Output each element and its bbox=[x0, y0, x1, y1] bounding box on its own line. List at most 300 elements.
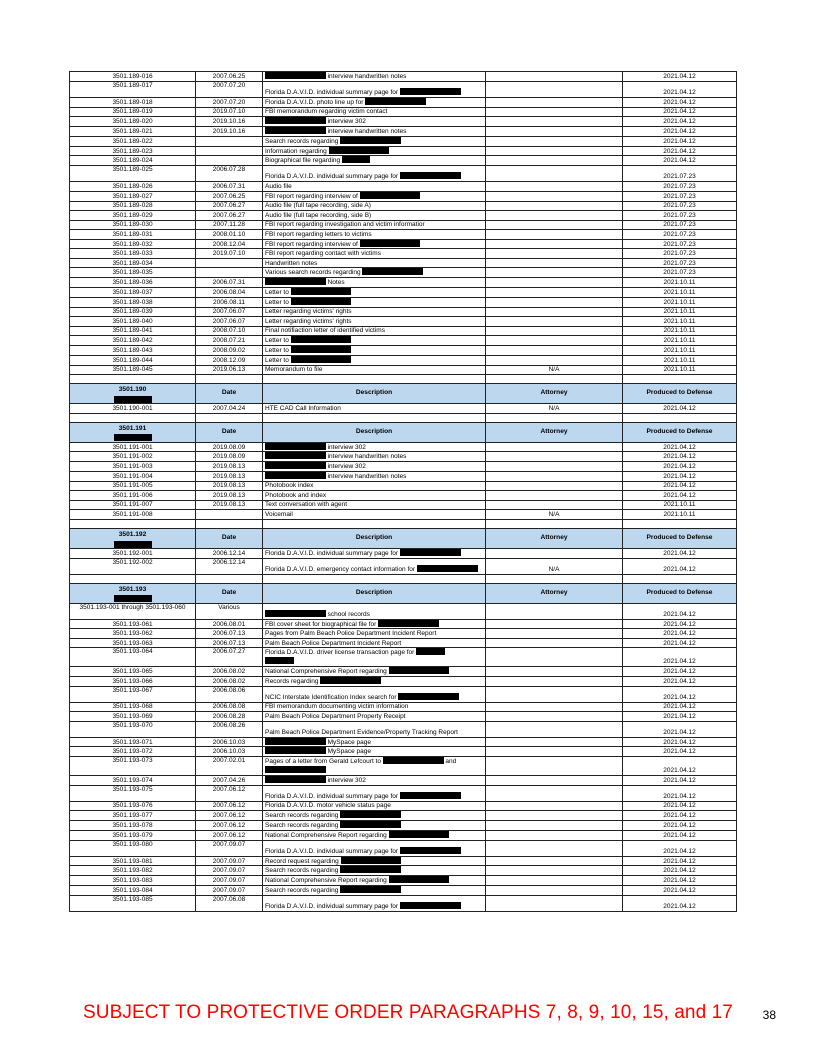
document-id-cell: 3501.191-004 bbox=[70, 471, 196, 481]
description-text: Various search records regarding bbox=[265, 269, 363, 277]
description-cell bbox=[263, 721, 486, 737]
date-cell: 2006.10.03 bbox=[196, 737, 263, 747]
produced-date-cell: 2021.04.12 bbox=[623, 648, 737, 667]
description-line bbox=[265, 667, 483, 676]
description-line bbox=[265, 747, 483, 756]
description-column-header: Description bbox=[263, 528, 486, 548]
table-row bbox=[70, 712, 737, 722]
redaction-bar bbox=[265, 738, 326, 745]
document-id-cell: 3501.193-080 bbox=[70, 840, 196, 856]
description-line bbox=[265, 657, 483, 666]
description-cell bbox=[263, 336, 486, 346]
produced-date-cell: 2021.10.11 bbox=[623, 500, 737, 510]
table-row bbox=[70, 191, 737, 201]
table-row bbox=[70, 355, 737, 365]
produced-date-cell: 2021.04.12 bbox=[623, 895, 737, 911]
table-row bbox=[70, 737, 737, 747]
attorney-cell bbox=[486, 856, 623, 866]
table-row bbox=[70, 278, 737, 288]
attorney-cell bbox=[486, 638, 623, 648]
description-cell bbox=[263, 230, 486, 240]
redaction-bar bbox=[291, 336, 352, 343]
section-id: 3501.193 bbox=[118, 585, 147, 593]
description-cell bbox=[263, 317, 486, 327]
attorney-cell: N/A bbox=[486, 510, 623, 520]
date-cell: 2006.08.06 bbox=[196, 686, 263, 702]
redaction-bar bbox=[265, 657, 294, 664]
table-row bbox=[70, 462, 737, 472]
attorney-cell bbox=[486, 895, 623, 911]
spacer-cell bbox=[196, 375, 263, 384]
document-id-cell: 3501.193-061 bbox=[70, 619, 196, 629]
table-row bbox=[70, 404, 737, 414]
table-row bbox=[70, 686, 737, 702]
section-id-cell bbox=[70, 583, 196, 603]
attorney-cell bbox=[486, 785, 623, 801]
redaction-bar bbox=[389, 831, 450, 838]
attorney-cell bbox=[486, 230, 623, 240]
redaction-bar bbox=[378, 620, 439, 627]
description-text: Palm Beach Police Department Incident Report bbox=[265, 639, 402, 647]
attorney-cell bbox=[486, 648, 623, 667]
document-id-cell: 3501.189-034 bbox=[70, 258, 196, 268]
produced-column-header: Produced to Defense bbox=[623, 528, 737, 548]
description-cell bbox=[263, 107, 486, 117]
description-line bbox=[265, 483, 483, 490]
description-text: National Comprehensive Report regarding bbox=[265, 831, 389, 839]
attorney-cell bbox=[486, 107, 623, 117]
attorney-cell bbox=[486, 220, 623, 230]
description-cell bbox=[263, 638, 486, 648]
attorney-column-header: Attorney bbox=[486, 528, 623, 548]
description-cell bbox=[263, 326, 486, 336]
description-line bbox=[265, 902, 483, 911]
date-cell: 2007.06.12 bbox=[196, 830, 263, 840]
description-line bbox=[265, 232, 483, 239]
document-id-cell: 3501.189-020 bbox=[70, 117, 196, 127]
description-text: Palm Beach Police Department Property Receipt bbox=[265, 712, 406, 720]
redaction-bar bbox=[114, 595, 152, 602]
description-text: Letter to bbox=[265, 298, 291, 306]
redaction-bar bbox=[383, 757, 444, 764]
description-cell bbox=[263, 404, 486, 414]
description-text: Audio file (full tape recording, side A) bbox=[265, 202, 371, 210]
description-text: Letter regarding victims' rights bbox=[265, 317, 352, 325]
produced-date-cell: 2021.07.23 bbox=[623, 230, 737, 240]
document-id-cell: 3501.193-067 bbox=[70, 686, 196, 702]
description-text: NCIC Interstate Identification Index search for bbox=[265, 693, 399, 701]
date-cell: 2008.12.04 bbox=[196, 239, 263, 249]
produced-date-cell: 2021.04.12 bbox=[623, 146, 737, 156]
produced-date-cell: 2021.04.12 bbox=[623, 619, 737, 629]
produced-date-cell: 2021.07.23 bbox=[623, 182, 737, 192]
description-cell bbox=[263, 866, 486, 876]
table-row bbox=[70, 886, 737, 896]
produced-date-cell: 2021.04.12 bbox=[623, 97, 737, 107]
date-cell: 2019.07.10 bbox=[196, 249, 263, 259]
description-line bbox=[265, 346, 483, 355]
attorney-cell bbox=[486, 801, 623, 811]
description-line bbox=[265, 147, 483, 156]
description-text: FBI memorandum documenting victim information bbox=[265, 703, 409, 711]
description-cell bbox=[263, 876, 486, 886]
table-row bbox=[70, 146, 737, 156]
date-cell: 2008.07.21 bbox=[196, 336, 263, 346]
description-line bbox=[265, 462, 483, 471]
description-text: Florida D.A.V.I.D. individual summary page for bbox=[265, 173, 400, 181]
description-cell bbox=[263, 452, 486, 462]
date-column-header: Date bbox=[196, 384, 263, 404]
table-row bbox=[70, 365, 737, 375]
description-text: National Comprehensive Report regarding bbox=[265, 877, 389, 885]
description-cell bbox=[263, 500, 486, 510]
redaction-bar bbox=[417, 565, 478, 572]
description-cell bbox=[263, 166, 486, 182]
description-cell bbox=[263, 481, 486, 491]
description-line bbox=[265, 109, 483, 116]
exhibit-index-body bbox=[70, 72, 737, 912]
redaction-bar bbox=[265, 462, 326, 469]
table-row bbox=[70, 648, 737, 667]
attorney-cell bbox=[486, 201, 623, 211]
date-cell: 2007.09.07 bbox=[196, 876, 263, 886]
description-cell bbox=[263, 201, 486, 211]
document-id-cell: 3501.189-028 bbox=[70, 201, 196, 211]
produced-date-cell: 2021.04.12 bbox=[623, 801, 737, 811]
description-line bbox=[265, 792, 483, 801]
spacer-cell bbox=[70, 574, 196, 583]
document-id-cell: 3501.193-079 bbox=[70, 830, 196, 840]
description-cell bbox=[263, 287, 486, 297]
attorney-cell bbox=[486, 619, 623, 629]
description-line bbox=[265, 203, 483, 210]
attorney-column-header: Attorney bbox=[486, 422, 623, 442]
description-line bbox=[265, 443, 483, 452]
produced-date-cell: 2021.04.12 bbox=[623, 686, 737, 702]
date-column-header: Date bbox=[196, 422, 263, 442]
description-line bbox=[265, 268, 483, 277]
document-id-cell: 3501.189-042 bbox=[70, 336, 196, 346]
redaction-bar bbox=[400, 172, 461, 179]
description-text: Text conversation with agent bbox=[265, 501, 348, 509]
document-id-cell: 3501.189-045 bbox=[70, 365, 196, 375]
table-row bbox=[70, 166, 737, 182]
section-id-cell bbox=[70, 422, 196, 442]
description-line bbox=[265, 298, 483, 307]
document-id-cell: 3501.191-006 bbox=[70, 491, 196, 501]
description-text: interview 302 bbox=[325, 443, 366, 451]
section-spacer-row bbox=[70, 574, 737, 583]
date-cell: 2007.06.08 bbox=[196, 895, 263, 911]
attorney-cell bbox=[486, 686, 623, 702]
produced-date-cell: 2021.10.11 bbox=[623, 278, 737, 288]
produced-date-cell: 2021.10.11 bbox=[623, 307, 737, 317]
description-line bbox=[265, 406, 483, 413]
table-row bbox=[70, 258, 737, 268]
document-id-cell: 3501.191-007 bbox=[70, 500, 196, 510]
date-cell: 2006.10.03 bbox=[196, 747, 263, 757]
spacer-cell bbox=[70, 519, 196, 528]
description-line bbox=[265, 88, 483, 97]
description-text: Florida D.A.V.I.D. individual summary page for bbox=[265, 89, 400, 96]
description-text: Letter to bbox=[265, 337, 291, 345]
redaction-bar bbox=[340, 811, 401, 818]
produced-date-cell: 2021.10.11 bbox=[623, 317, 737, 327]
description-line bbox=[265, 704, 483, 711]
spacer-cell bbox=[623, 574, 737, 583]
attorney-cell bbox=[486, 126, 623, 136]
redaction-bar bbox=[329, 147, 390, 154]
description-text: FBI report regarding contact with victims bbox=[265, 250, 381, 257]
produced-date-cell: 2021.04.12 bbox=[623, 442, 737, 452]
date-cell bbox=[196, 136, 263, 146]
description-text: interview 302 bbox=[325, 463, 366, 471]
produced-date-cell: 2021.10.11 bbox=[623, 345, 737, 355]
document-id-cell: 3501.189-033 bbox=[70, 249, 196, 259]
description-line bbox=[265, 117, 483, 126]
description-text: interview handwritten notes bbox=[325, 73, 407, 80]
produced-date-cell: 2021.04.12 bbox=[623, 462, 737, 472]
date-cell bbox=[196, 156, 263, 166]
description-cell bbox=[263, 491, 486, 501]
produced-date-cell: 2021.04.12 bbox=[623, 548, 737, 558]
description-text: Florida D.A.V.I.D. driver license transaction page for bbox=[265, 649, 417, 657]
description-text: Letter to bbox=[265, 356, 291, 364]
description-line bbox=[265, 886, 483, 895]
description-text: Audio file bbox=[265, 182, 292, 190]
attorney-cell bbox=[486, 442, 623, 452]
redaction-bar bbox=[341, 857, 402, 864]
description-text: interview handwritten notes bbox=[325, 472, 407, 480]
redaction-bar bbox=[291, 298, 352, 305]
table-row bbox=[70, 510, 737, 520]
description-text: Pages of a letter from Gerald Lefcourt to bbox=[265, 758, 383, 766]
produced-date-cell: 2021.04.12 bbox=[623, 785, 737, 801]
description-text: Memorandum to file bbox=[265, 366, 323, 374]
attorney-cell bbox=[486, 136, 623, 146]
produced-date-cell: 2021.10.11 bbox=[623, 326, 737, 336]
description-text: Letter to bbox=[265, 288, 291, 296]
date-cell: 2007.06.27 bbox=[196, 211, 263, 221]
date-column-header: Date bbox=[196, 583, 263, 603]
section-header-row bbox=[70, 384, 737, 404]
date-cell bbox=[196, 258, 263, 268]
date-column-header: Date bbox=[196, 528, 263, 548]
document-id-cell: 3501.190-001 bbox=[70, 404, 196, 414]
produced-date-cell: 2021.07.23 bbox=[623, 249, 737, 259]
attorney-cell bbox=[486, 156, 623, 166]
section-id: 3501.192 bbox=[118, 530, 147, 538]
redaction-bar bbox=[265, 776, 326, 783]
description-line bbox=[265, 251, 483, 258]
spacer-cell bbox=[486, 574, 623, 583]
description-cell bbox=[263, 136, 486, 146]
date-cell: Various bbox=[196, 603, 263, 619]
produced-date-cell: 2021.04.12 bbox=[623, 821, 737, 831]
date-cell: 2006.08.04 bbox=[196, 287, 263, 297]
description-text: interview handwritten notes bbox=[325, 127, 407, 135]
description-line bbox=[265, 502, 483, 509]
description-cell bbox=[263, 747, 486, 757]
description-line bbox=[265, 336, 483, 345]
description-cell bbox=[263, 81, 486, 97]
date-cell: 2019.10.16 bbox=[196, 126, 263, 136]
date-cell: 2007.07.20 bbox=[196, 81, 263, 97]
table-row bbox=[70, 856, 737, 866]
description-line bbox=[265, 137, 483, 146]
table-row bbox=[70, 747, 737, 757]
spacer-cell bbox=[486, 413, 623, 422]
attorney-cell: N/A bbox=[486, 365, 623, 375]
table-row bbox=[70, 500, 737, 510]
produced-date-cell: 2021.04.12 bbox=[623, 840, 737, 856]
redaction-bar bbox=[400, 847, 461, 854]
table-row bbox=[70, 603, 737, 619]
table-row bbox=[70, 211, 737, 221]
date-cell: 2006.12.14 bbox=[196, 548, 263, 558]
document-id-cell: 3501.189-041 bbox=[70, 326, 196, 336]
description-line bbox=[265, 803, 483, 810]
attorney-cell bbox=[486, 297, 623, 307]
description-column-header: Description bbox=[263, 422, 486, 442]
description-cell bbox=[263, 603, 486, 619]
date-cell: 2008.09.02 bbox=[196, 345, 263, 355]
description-cell bbox=[263, 462, 486, 472]
redaction-bar bbox=[291, 356, 352, 363]
description-line bbox=[265, 757, 483, 766]
redaction-bar bbox=[360, 192, 421, 199]
table-row bbox=[70, 629, 737, 639]
date-cell: 2006.08.26 bbox=[196, 721, 263, 737]
description-line bbox=[265, 240, 483, 249]
description-cell bbox=[263, 629, 486, 639]
table-row bbox=[70, 840, 737, 856]
description-text: Florida D.A.V.I.D. individual summary page for bbox=[265, 903, 400, 911]
description-line bbox=[265, 866, 483, 875]
attorney-cell bbox=[486, 452, 623, 462]
date-cell: 2019.08.13 bbox=[196, 491, 263, 501]
spacer-cell bbox=[196, 574, 263, 583]
produced-date-cell: 2021.07.23 bbox=[623, 191, 737, 201]
attorney-cell bbox=[486, 268, 623, 278]
document-id-cell: 3501.189-022 bbox=[70, 136, 196, 146]
date-cell bbox=[196, 146, 263, 156]
spacer-cell bbox=[623, 519, 737, 528]
description-text: MySpace page bbox=[325, 738, 371, 746]
redaction-bar bbox=[340, 866, 401, 873]
document-id-cell: 3501.192-002 bbox=[70, 558, 196, 574]
date-cell: 2019.08.09 bbox=[196, 452, 263, 462]
description-cell bbox=[263, 191, 486, 201]
table-row bbox=[70, 317, 737, 327]
description-line bbox=[265, 641, 483, 648]
description-text: Pages from Palm Beach Police Department Incident Report bbox=[265, 630, 437, 638]
attorney-cell bbox=[486, 702, 623, 712]
table-row bbox=[70, 81, 737, 97]
produced-date-cell: 2021.04.12 bbox=[623, 603, 737, 619]
produced-date-cell: 2021.10.11 bbox=[623, 336, 737, 346]
produced-date-cell: 2021.04.12 bbox=[623, 471, 737, 481]
description-line bbox=[265, 610, 483, 619]
description-line bbox=[265, 367, 483, 374]
description-cell bbox=[263, 840, 486, 856]
attorney-cell bbox=[486, 97, 623, 107]
attorney-cell bbox=[486, 355, 623, 365]
document-id-cell: 3501.193-072 bbox=[70, 747, 196, 757]
spacer-cell bbox=[70, 375, 196, 384]
protective-order-notice: SUBJECT TO PROTECTIVE ORDER PARAGRAPHS 7, 8, 9, 10, 15, and 17 bbox=[83, 1002, 733, 1023]
date-cell: 2007.04.24 bbox=[196, 404, 263, 414]
date-cell: 2019.08.13 bbox=[196, 481, 263, 491]
description-text: Letter to bbox=[265, 346, 291, 354]
table-row bbox=[70, 156, 737, 166]
produced-column-header: Produced to Defense bbox=[623, 583, 737, 603]
spacer-cell bbox=[623, 413, 737, 422]
document-id-cell: 3501.193-066 bbox=[70, 676, 196, 686]
table-row bbox=[70, 297, 737, 307]
spacer-cell bbox=[196, 413, 263, 422]
description-line bbox=[265, 631, 483, 638]
table-row bbox=[70, 249, 737, 259]
produced-date-cell: 2021.04.12 bbox=[623, 667, 737, 677]
date-cell: 2019.08.13 bbox=[196, 471, 263, 481]
attorney-cell bbox=[486, 117, 623, 127]
document-id-cell: 3501.189-024 bbox=[70, 156, 196, 166]
table-row bbox=[70, 757, 737, 776]
description-text: and bbox=[443, 758, 457, 766]
attorney-cell bbox=[486, 345, 623, 355]
date-cell: 2007.06.12 bbox=[196, 821, 263, 831]
redaction-bar bbox=[389, 876, 450, 883]
produced-date-cell: 2021.07.23 bbox=[623, 166, 737, 182]
table-row bbox=[70, 182, 737, 192]
date-cell: 2007.04.26 bbox=[196, 775, 263, 785]
produced-date-cell: 2021.07.23 bbox=[623, 268, 737, 278]
document-id-cell: 3501.193-078 bbox=[70, 821, 196, 831]
description-cell bbox=[263, 297, 486, 307]
produced-date-cell: 2021.10.11 bbox=[623, 365, 737, 375]
redaction-bar bbox=[320, 677, 381, 684]
redaction-bar bbox=[265, 127, 326, 134]
document-id-cell: 3501.189-040 bbox=[70, 317, 196, 327]
table-row bbox=[70, 676, 737, 686]
document-id-cell: 3501.189-017 bbox=[70, 81, 196, 97]
redaction-bar bbox=[400, 88, 461, 95]
attorney-cell bbox=[486, 757, 623, 776]
description-cell bbox=[263, 156, 486, 166]
description-cell bbox=[263, 676, 486, 686]
attorney-cell bbox=[486, 821, 623, 831]
spacer-cell bbox=[263, 574, 486, 583]
description-cell bbox=[263, 146, 486, 156]
document-id-cell: 3501.193-070 bbox=[70, 721, 196, 737]
date-cell: 2019.06.13 bbox=[196, 365, 263, 375]
produced-date-cell: 2021.04.12 bbox=[623, 721, 737, 737]
description-cell bbox=[263, 821, 486, 831]
date-cell: 2007.06.25 bbox=[196, 72, 263, 82]
description-cell bbox=[263, 548, 486, 558]
table-row bbox=[70, 638, 737, 648]
redaction-bar bbox=[398, 693, 459, 700]
attorney-cell bbox=[486, 191, 623, 201]
description-cell bbox=[263, 686, 486, 702]
document-id-cell: 3501.191-003 bbox=[70, 462, 196, 472]
document-id-cell: 3501.193-068 bbox=[70, 702, 196, 712]
produced-date-cell: 2021.04.12 bbox=[623, 676, 737, 686]
redaction-bar bbox=[265, 747, 326, 754]
table-row bbox=[70, 619, 737, 629]
document-id-cell: 3501.193-084 bbox=[70, 886, 196, 896]
